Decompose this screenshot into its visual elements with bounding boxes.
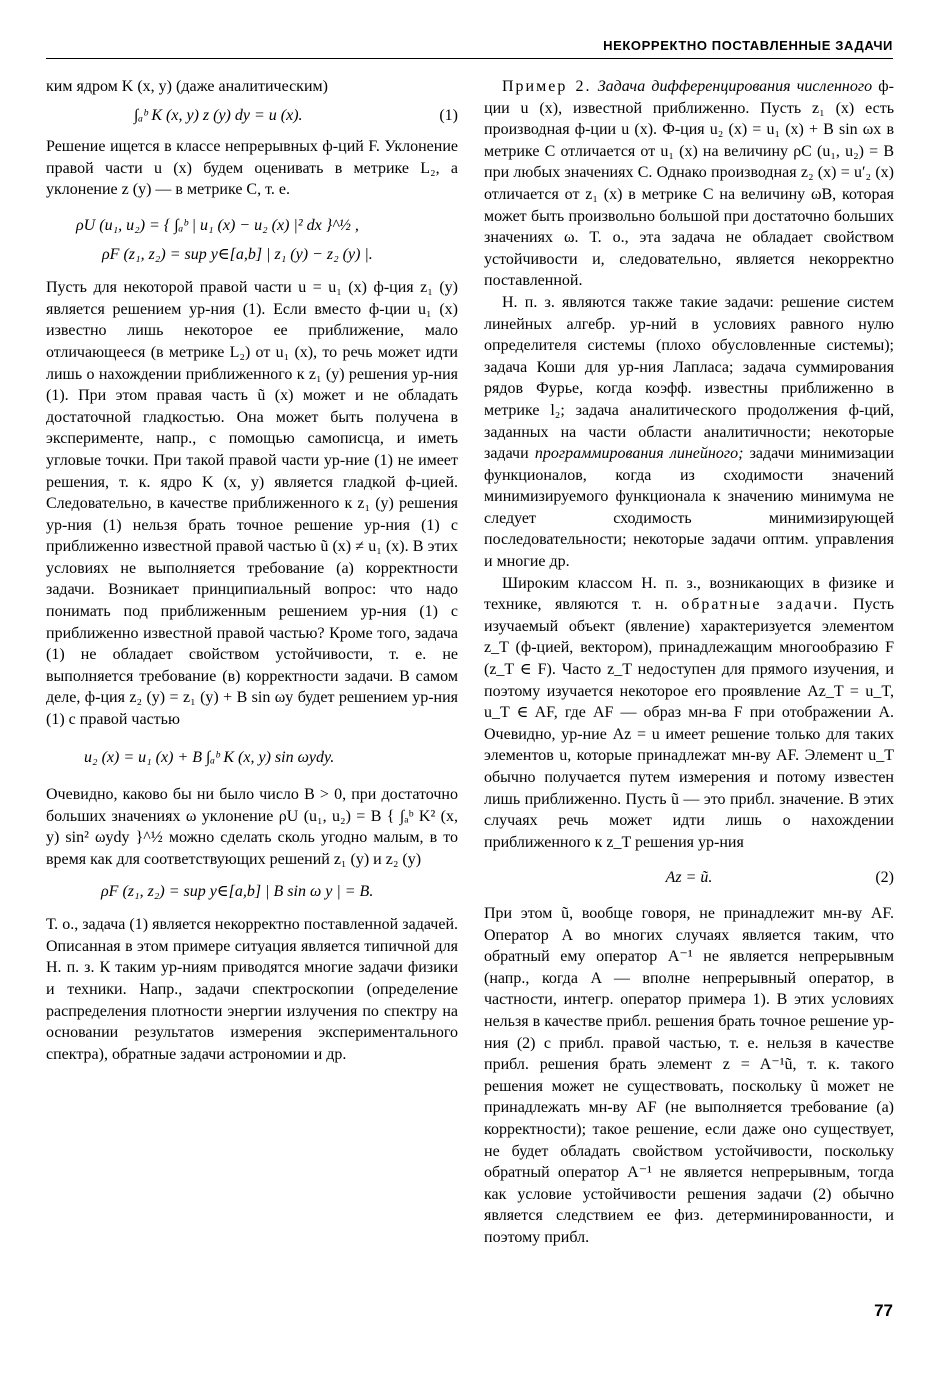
running-header: НЕКОРРЕКТНО ПОСТАВЛЕННЫЕ ЗАДАЧИ (603, 38, 893, 53)
paragraph-text: ф-ции u (x), известной приближенно. Пусть z₁ (x) есть производная ф-ции u (x). Ф-ция u₂ (x) = u₁ (x) + B sin ωx в метрике C отличается от u₁ (x) на величину ρC (u₁, u₂) = B при любых значениях C. Однако производная z₂ (x) = u′₂ (x) отличается от z₁ (x) в метрике C на величину ωB, которая может быть произвольно большой при достаточно больших значениях ω. Т. о., эта задача не обладает свойством устойчивости и, следовательно, является некорректно поставленной. (484, 78, 894, 290)
equation-number: (1) (439, 106, 458, 124)
term: Задача дифференцирования численного (597, 78, 873, 95)
paragraph-text: Пусть изучаемый объект (явление) характеризуется элементом z_T (ф-цией, вектором), принадлежащим многообразию F (z_T ∈ F). Часто z_T недоступен для прямого изучения, и поэтому изучается некоторое его проявление Az_T = u_T, u_T ∈ AF, где AF — образ мн-ва F при отображении A. Очевидно, ур-ние Az = u имеет решение только для таких элементов u, которые принадлежат мн-ву AF. Элемент u_T обычно получается путем измерения и потому известен лишь приближенно. Пусть ũ — это прибл. значение. В этих случаях речь может идти лишь о нахождении приближенного к z_T решения ур-ния (484, 596, 894, 851)
paragraph: При этом ũ, вообще говоря, не принадлежит мн-ву AF. Оператор A во многих случаях является таким, что обратный ему оператор A⁻¹ не является непрерывным (напр., когда A — вполне непрерывный оператор, в частности, интегр. оператор примера 1). В этих условиях нельзя в качестве прибл. решения брать точное решение ур-ния (2) с прибл. правой частью, т. е. нельзя в качестве прибл. решения брать элемент z = A⁻¹ũ, т. к. такого решения может не существовать, поскольку ũ может не принадлежать мн-ву AF (не выполняется требование (а) корректности); такое решение, если даже оно существует, не будет обладать свойством устойчивости, поскольку обратный оператор A⁻¹ не является непрерывным, тогда как условие устойчивости решения задачи (2) обычно является следствием ее физ. детерминированности, и поэтому прибл. (484, 904, 895, 1246)
paragraph (484, 573, 894, 854)
term: обратные задачи. (681, 596, 840, 614)
equation-3: ρF (z₁, z₂) = sup y∈[a,b] | z₁ (y) − z₂ (y) |. (102, 245, 373, 263)
paragraph: Пусть для некоторой правой части u = u₁ (x) ф-ция z₁ (y) является решением ур-ния (1). Если вместо ф-ции u₁ (x) известно лишь некоторое ее приближение, мало отличающееся (в метрике L₂) от u₁ (x), то речь может идти лишь о нахождении приближенного к z₁ (y) решения ур-ния (1). При этом правая часть ũ (x) может и не обладать достаточной гладкостью. Она может быть получена в эксперименте, напр., с помощью самописца, и иметь угловые точки. При такой правой части ур-ние (1) не имеет решения, т. к. ядро K (x, y) является гладкой ф-цией. Следовательно, в качестве приближенного к z₁ (y) решения ур-ния (1) нельзя брать точное решение ур-ния (1) с приближенно известной правой частью ũ (x) ≠ u₁ (x). В этих условиях не выполняется требование (а) корректности задачи. Возникает принципиальный вопрос: что надо понимать под приближенным решением ур-ния (1) с приближенно известной правой частью? Кроме того, задача (1) не обладает свойством устойчивости, т. е. не выполняется требование (в) корректности задачи. В самом деле, ф-ция z₂ (y) = z₁ (y) + B sin ωy будет решением ур-ния (1) с правой частью (46, 279, 458, 729)
paragraph (484, 292, 894, 573)
paragraph: Решение ищется в классе непрерывных ф-ций F. Уклонение правой части u (x) будем оценивать в метрике L₂, а уклонение z (y) — в метрике C, т. е. (46, 138, 458, 199)
page-number: 77 (874, 1301, 893, 1320)
example-label: Пример 2. (502, 78, 592, 95)
header-rule (46, 58, 893, 59)
equation-number: (2) (875, 869, 894, 887)
equation-body: Az = ũ. (665, 869, 713, 887)
paragraph: Очевидно, каково бы ни было число B > 0, при достаточно больших значениях ω уклонение ρU (u₁, u₂) = B { ∫ₐᵇ K² (x, y) sin² ωydy }^½ можно сделать сколь угодно малым, в то время как для соответствующих решений z₁ (y) и z₂ (y) (46, 786, 458, 868)
equation-5: ρF (z₁, z₂) = sup y∈[a,b] | B sin ω y | = B. (101, 882, 374, 900)
paragraph-text: Н. п. з. являются также такие задачи: решение систем линейных алгебр. ур-ний в условиях равного нулю определителя системы (плохо обусловленные системы); задача Коши для ур-ния Лапласа; задача суммирования рядов Фурье, когда коэфф. известны приближенно в метрике l₂; задача аналитического продолжения ф-ций, заданных на части области аналитичности; некоторые задачи (484, 293, 894, 463)
paragraph: Т. о., задача (1) является некорректно поставленной задачей. Описанная в этом примере ситуация является типичной для Н. п. з. К таким ур-ниям приводятся многие задачи физики и техники. Напр., задачи спектроскопии (определение распределения плотности энергии излучения по спектру на основании результатов измерения экспериментального спектра), обратные задачи астрономии и др. (46, 916, 458, 1063)
right-column (484, 76, 894, 1248)
term: программирования линейного; (534, 445, 744, 463)
paragraph (484, 76, 894, 292)
equation-4: u₂ (x) = u₁ (x) + B ∫ₐᵇ K (x, y) sin ωydy. (84, 748, 335, 766)
equation-2: ρU (u₁, u₂) = { ∫ₐᵇ | u₁ (x) − u₂ (x) |² dx }^½ , (76, 216, 359, 234)
equation-body: ∫ₐᵇ K (x, y) z (y) dy = u (x). (134, 106, 303, 124)
paragraph-text: Широким классом Н. п. з., возникающих в физике и технике, являются т. н. (484, 574, 894, 614)
equation-1 (46, 105, 458, 127)
paragraph-text: задачи минимизации функционалов, когда из сходимости значений минимизируемого функционала к значению минимума не следует сходимость минимизирующей последовательности; некоторые задачи оптим. управления и многие др. (484, 445, 895, 571)
paragraph: ким ядром K (x, y) (даже аналитическим) (46, 78, 328, 95)
equation-2-right (484, 867, 894, 889)
left-column (46, 76, 458, 1065)
